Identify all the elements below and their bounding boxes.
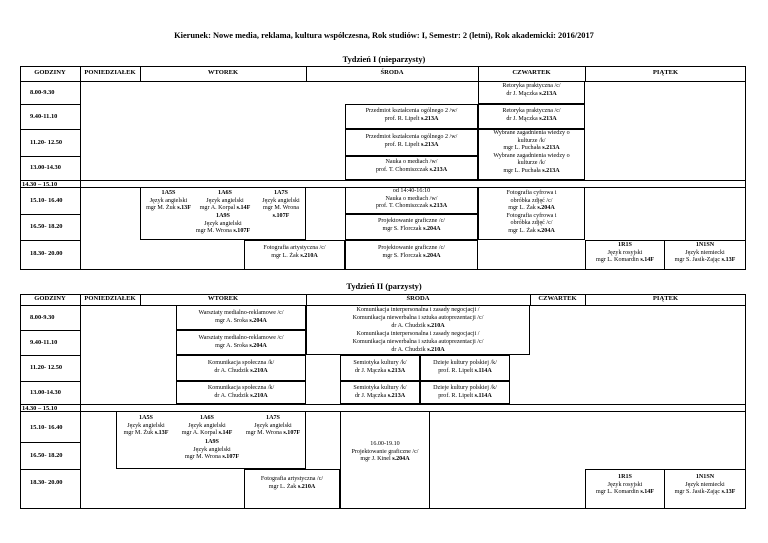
- week1-retoryka-2: Retoryka praktyczna /c/ dr J. Mączka s.213A: [478, 104, 585, 129]
- week2-col-godziny: GODZINY: [34, 295, 66, 302]
- week1-col-wtorek: WTOREK: [207, 69, 239, 76]
- week1-jezyk-niemiecki: 1N1SN Język niemiecki mgr S. Jasik-Zając s.13F: [664, 240, 746, 270]
- week1-col-czwartek: CZWARTEK: [512, 69, 551, 76]
- week1-projektowanie-1: Projektowanie graficzne /c/ mgr S. Florczak s.204A: [345, 214, 478, 240]
- week2-semiotyka-2: Semiotyka kultury /k/ dr J. Mączka s.213A: [340, 381, 420, 404]
- week2-col-piatek: PIĄTEK: [652, 295, 679, 302]
- week2-time-7: 16.50- 18.20: [30, 452, 63, 459]
- week1-time-1: 8.00-9.30: [30, 89, 55, 96]
- week1-wybrane-zagadnienia: Wybrane zagadnienia wiedzy o kulturze /k/ mgr L. Puchała s.213A Wybrane zagadnienia wiedzy o kulturze /k/ mgr L. Puchała s.213A: [478, 129, 585, 180]
- week1-time-5: 14.30 – 15.10: [22, 181, 58, 188]
- week2-time-6: 15.10- 16.40: [30, 424, 63, 431]
- week1-nauka-o-mediach-2: od 14:40-16:10 Nauka o mediach /w/ prof. T. Chomiszczak s.213A: [345, 187, 478, 214]
- week1-przedmiot-1: Przedmiot kształcenia ogólnego 2 /w/ prof. R. Lipelt s.213A: [345, 104, 478, 129]
- week1-time-2: 9.40-11.10: [30, 113, 58, 120]
- week1-time-8: 18.30- 20.00: [30, 250, 63, 257]
- week2-jezyk-rosyjski: 1R1S Język rosyjski mgr L. Komardin s.14F: [585, 469, 665, 509]
- week1-jezyk-rosyjski: 1R1S Język rosyjski mgr L. Komardin s.14F: [585, 240, 665, 270]
- week2-komunikacja-spoleczna-1: Komunikacja społeczna /k/ dr A. Chudzik s.210A: [176, 355, 306, 381]
- week1-fotografia-artystyczna: Fotografia artystyczna /c/ mgr L. Żak s.210A: [244, 240, 345, 270]
- week1-projektowanie-2: Projektowanie graficzne /c/ mgr S. Florczak s.204A: [345, 240, 478, 270]
- week2-warsztaty-2: Warsztaty medialno-reklamowe /c/ mgr A. Sroka s.204A: [176, 330, 306, 355]
- week2-semiotyka-1: Semiotyka kultury /k/ dr J. Mączka s.213A: [340, 355, 420, 381]
- week1-title: Tydzień I (nieparzysty): [342, 55, 426, 64]
- week1-przedmiot-2: Przedmiot kształcenia ogólnego 2 /w/ prof. R. Lipelt s.213A: [345, 129, 478, 156]
- week2-title: Tydzień II (parzysty): [346, 282, 422, 291]
- week2-dzieje-kultury-2: Dzieje kultury polskiej /k/ prof. R. Lipelt s.114A: [420, 381, 510, 404]
- week1-nauka-o-mediach-1: Nauka o mediach /w/ prof. T. Chomiszczak s.213A: [345, 156, 478, 180]
- week1-english-groups: 1A5S Język angielski mgr M. Żuk s.13F 1A6S Język angielski mgr A. Korpal s.14F 1A7S Język angielski mgr M. Wrona s.107F 1A9S Język angielski mgr M. Wrona s.107F: [140, 187, 306, 240]
- week1-col-godziny: GODZINY: [34, 69, 66, 76]
- week2-dzieje-kultury-1: Dzieje kultury polskiej /k/ prof. R. Lipelt s.114A: [420, 355, 510, 381]
- week1-time-4: 13.00-14.30: [30, 164, 61, 171]
- week2-projektowanie: 16.00-19.10 Projektowanie graficzne /c/ mgr J. Kinel s.204A: [340, 411, 430, 509]
- week2-col-sroda: ŚRODA: [406, 295, 430, 302]
- week1-retoryka-1: Retoryka praktyczna /c/ dr J. Mączka s.213A: [478, 81, 585, 104]
- week1-col-piatek: PIĄTEK: [652, 69, 679, 76]
- week2-time-4: 13.00-14.30: [30, 389, 61, 396]
- week2-time-5: 14.30 – 15.10: [22, 405, 58, 412]
- week2-time-2: 9.40-11.10: [30, 339, 58, 346]
- week2-english-groups: 1A5S Język angielski mgr M. Żuk s.13F 1A6S Język angielski mgr A. Korpal s.14F 1A7S Język angielski mgr M. Wrona s.107F 1A9S Język angielski mgr M. Wrona s.107F: [116, 411, 306, 469]
- week2-warsztaty-1: Warsztaty medialno-reklamowe /c/ mgr A. Sroka s.204A: [176, 305, 306, 330]
- week2-time-3: 11.20- 12.50: [30, 364, 63, 371]
- week2-time-1: 8.00-9.30: [30, 314, 55, 321]
- week1-time-7: 16.50- 18.20: [30, 223, 63, 230]
- week1-col-sroda: ŚRODA: [380, 69, 404, 76]
- week2-komunikacja-interpersonalna: Komunikacja interpersonalna i zasady negocjacji / Komunikacja niewerbalna i sztuka autoprezentacji /c/ dr A. Chudzik s.210A Komunikacja interpersonalna i zasady negocjacji / Komunikacja niewerbalna i sztuka autoprezentacji /c/ dr A. Chudzik s.210A: [306, 305, 530, 355]
- week2-col-czwartek: CZWARTEK: [538, 295, 577, 302]
- week2-jezyk-niemiecki: 1N1SN Język niemiecki mgr S. Jasik-Zając s.13F: [664, 469, 746, 509]
- page-title: Kierunek: Nowe media, reklama, kultura współczesna, Rok studiów: I, Semestr: 2 (letni), Rok akademicki: 2016/2017: [174, 31, 594, 40]
- week1-col-poniedzialek: PONIEDZIAŁEK: [84, 69, 136, 76]
- week1-fotografia-cyfrowa: Fotografia cyfrowa i obróbka zdjęć /c/ mgr L. Żak s.204A Fotografia cyfrowa i obróbka zdjęć /c/ mgr L. Żak s.204A: [478, 187, 585, 240]
- week2-col-wtorek: WTOREK: [207, 295, 239, 302]
- week2-fotografia-artystyczna: Fotografia artystyczna /c/ mgr L. Żak s.210A: [244, 469, 340, 509]
- week2-komunikacja-spoleczna-2: Komunikacja społeczna /k/ dr A. Chudzik s.210A: [176, 381, 306, 404]
- week2-time-8: 18.30- 20.00: [30, 479, 63, 486]
- week1-time-6: 15.10- 16.40: [30, 197, 63, 204]
- week1-time-3: 11.20- 12.50: [30, 139, 63, 146]
- week2-col-poniedzialek: PONIEDZIAŁEK: [84, 295, 136, 302]
